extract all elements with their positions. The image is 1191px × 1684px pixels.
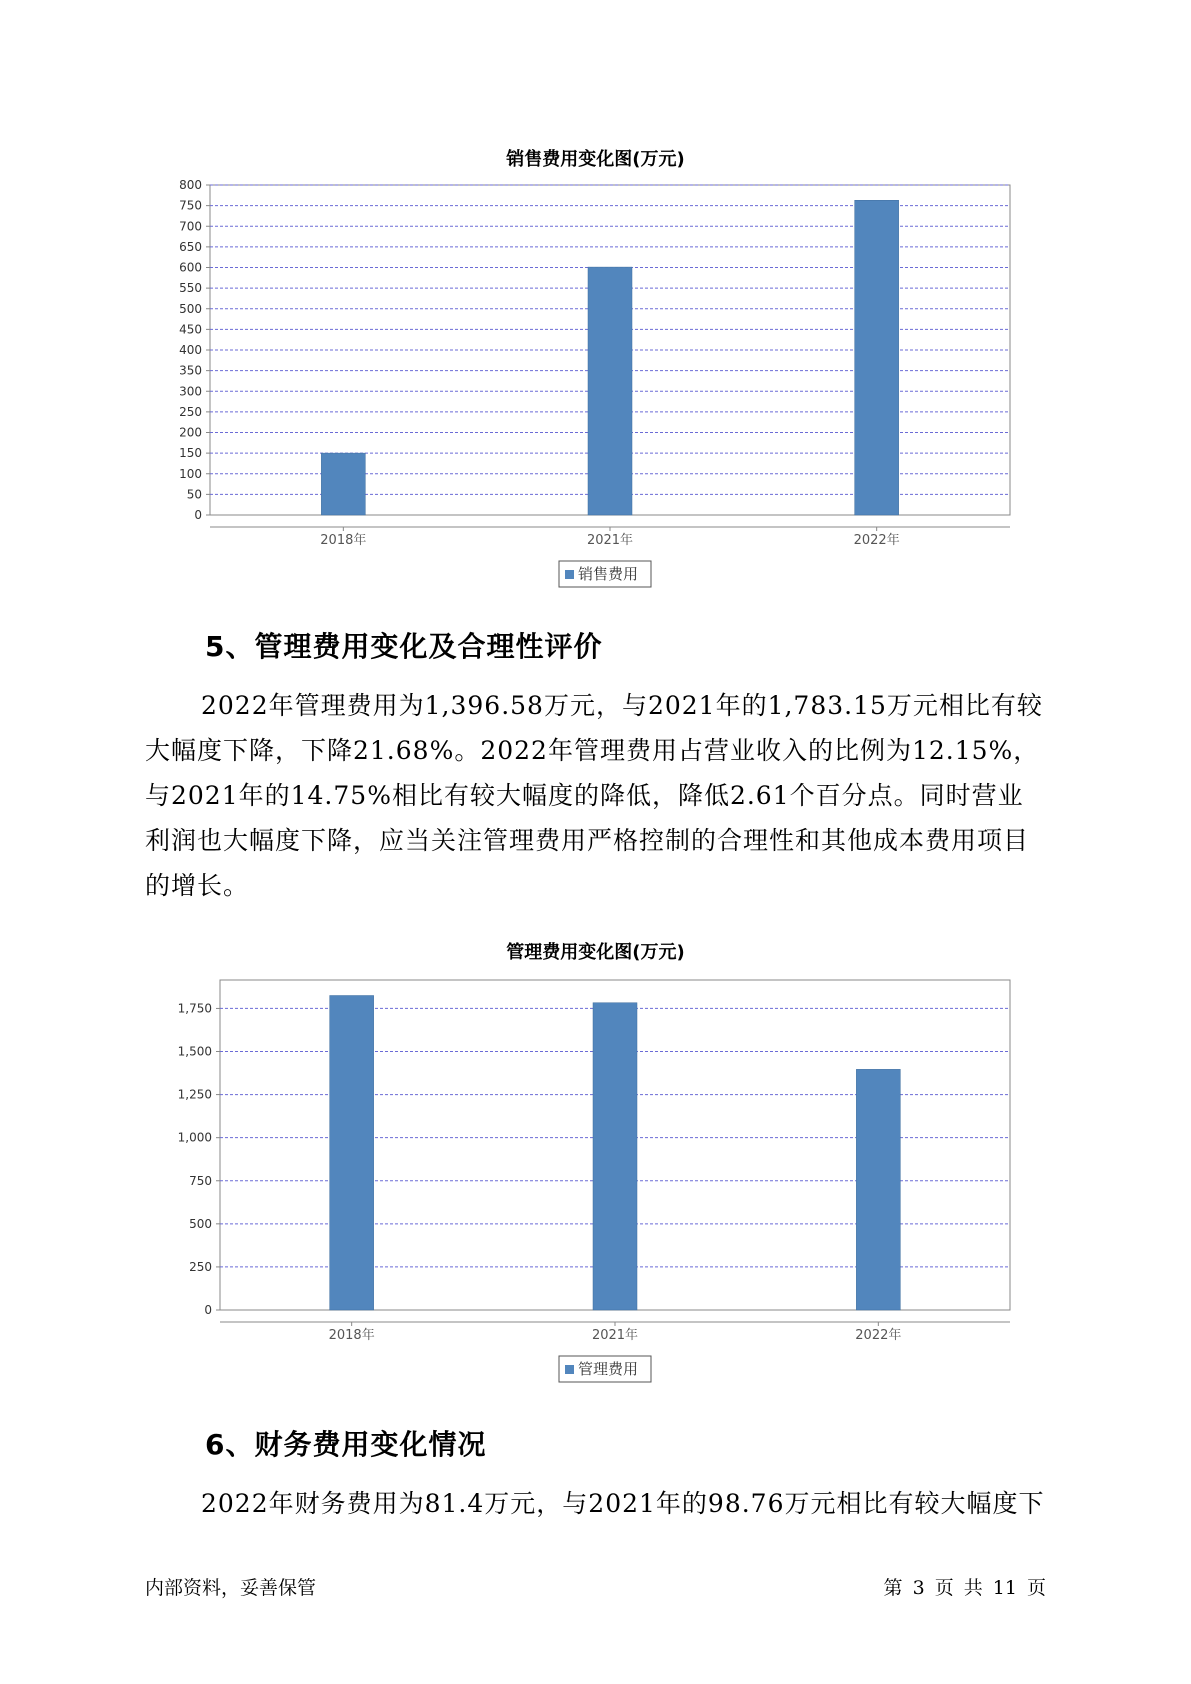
admin-chart-title: 管理费用变化图(万元) xyxy=(506,942,685,963)
legend-label: 管理费用 xyxy=(578,1360,639,1378)
y-tick-label: 1,000 xyxy=(177,1130,212,1145)
legend-swatch xyxy=(565,1365,574,1374)
y-tick-label: 50 xyxy=(186,487,202,502)
legend-swatch xyxy=(565,570,574,579)
y-tick-label: 500 xyxy=(189,1216,212,1231)
sales-chart-title: 销售费用变化图(万元) xyxy=(506,149,685,170)
bar xyxy=(321,453,365,515)
y-tick-label: 0 xyxy=(204,1303,212,1317)
y-tick-label: 200 xyxy=(179,425,202,440)
section-5-text: 2022年管理费用为1,396.58万元，与2021年的1,783.15万元相比有较大幅度下降，下降21.68%。2022年管理费用占营业收入的比例为12.15%，与2021年的14.75%相比有较大幅度的降低，降低2.61个百分点。同时营业利润也大幅度下降，应当关注管理费用严格控制的合理性和其他成本费用项目的增长。 xyxy=(145,691,1043,900)
x-tick-label: 2022年 xyxy=(853,533,900,548)
footer-page-number: 第 3 页 共 11 页 xyxy=(883,1577,1046,1599)
bar xyxy=(330,996,374,1310)
y-tick-label: 550 xyxy=(179,281,202,296)
y-tick-label: 600 xyxy=(179,260,202,275)
y-tick-label: 450 xyxy=(179,322,202,337)
x-tick-label: 2018年 xyxy=(320,533,367,548)
y-tick-label: 250 xyxy=(179,404,202,419)
y-tick-label: 100 xyxy=(179,466,202,481)
legend-label: 销售费用 xyxy=(578,565,639,583)
x-tick-label: 2021年 xyxy=(586,533,634,548)
bar xyxy=(855,200,899,515)
y-tick-label: 800 xyxy=(179,178,202,192)
legend xyxy=(559,1356,651,1382)
y-tick-label: 1,750 xyxy=(177,1001,212,1016)
y-tick-label: 1,500 xyxy=(177,1044,212,1059)
x-tick-label: 2022年 xyxy=(855,1328,902,1343)
footer-confidential: 内部资料，妥善保管 xyxy=(145,1577,317,1599)
y-tick-label: 700 xyxy=(179,219,202,234)
bar xyxy=(588,267,632,515)
x-tick-label: 2021年 xyxy=(591,1328,639,1343)
bar xyxy=(593,1003,637,1310)
admin-expense-chart xyxy=(0,965,1191,1385)
y-tick-label: 350 xyxy=(179,363,202,378)
y-tick-label: 250 xyxy=(189,1259,212,1274)
y-tick-label: 750 xyxy=(179,198,202,213)
sales-expense-chart xyxy=(0,170,1191,610)
y-tick-label: 650 xyxy=(179,239,202,254)
y-tick-label: 1,250 xyxy=(177,1087,212,1102)
section-6-text: 2022年财务费用为81.4万元，与2021年的98.76万元相比有较大幅度下 xyxy=(201,1489,1045,1518)
section-6-heading: 6、财务费用变化情况 xyxy=(205,1428,487,1461)
y-tick-label: 150 xyxy=(179,446,202,461)
x-tick-label: 2018年 xyxy=(328,1328,375,1343)
y-tick-label: 0 xyxy=(194,508,202,522)
section-5-heading: 5、管理费用变化及合理性评价 xyxy=(205,630,603,663)
legend xyxy=(559,561,651,587)
y-tick-label: 750 xyxy=(189,1173,212,1188)
bar xyxy=(856,1069,900,1310)
section-6-paragraph xyxy=(145,1481,1045,1526)
y-tick-label: 300 xyxy=(179,384,202,399)
y-tick-label: 500 xyxy=(179,301,202,316)
y-tick-label: 400 xyxy=(179,343,202,357)
section-5-paragraph xyxy=(145,683,1045,908)
